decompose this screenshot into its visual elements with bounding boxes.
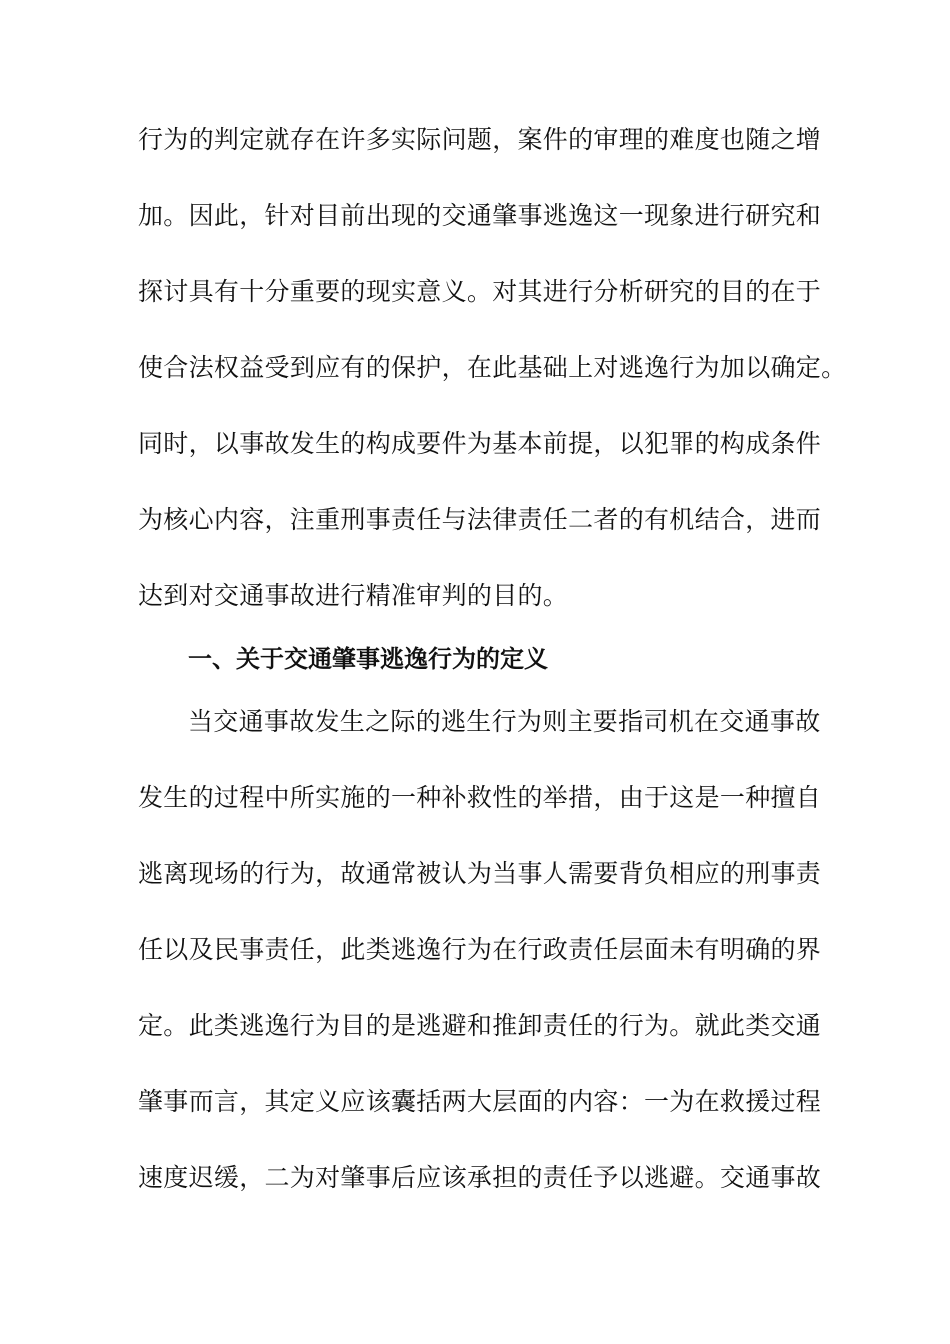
paragraph-1-line-2: 加。因此，针对目前出现的交通肇事逃逸这一现象进行研究和 <box>138 201 822 230</box>
paragraph-2-line-7: 速度迟缓，二为对肇事后应该承担的责任予以逃避。交通事故 <box>138 1163 822 1192</box>
paragraph-2-line-3: 逃离现场的行为，故通常被认为当事人需要背负相应的刑事责 <box>138 859 822 888</box>
paragraph-2-line-1: 当交通事故发生之际的逃生行为则主要指司机在交通事故 <box>188 707 821 736</box>
paragraph-1-line-5: 同时，以事故发生的构成要件为基本前提，以犯罪的构成条件 <box>138 429 822 458</box>
paragraph-1-line-6: 为核心内容，注重刑事责任与法律责任二者的有机结合，进而 <box>138 505 822 534</box>
paragraph-1-line-3: 探讨具有十分重要的现实意义。对其进行分析研究的目的在于 <box>138 277 822 306</box>
paragraph-1-line-7: 达到对交通事故进行精准审判的目的。 <box>138 581 569 610</box>
paragraph-2-line-4: 任以及民事责任，此类逃逸行为在行政责任层面未有明确的界 <box>138 935 822 964</box>
section-heading: 一、关于交通肇事逃逸行为的定义 <box>188 645 548 673</box>
paragraph-2-line-2: 发生的过程中所实施的一种补救性的举措，由于这是一种擅自 <box>138 783 822 812</box>
paragraph-2-line-6: 肇事而言，其定义应该囊括两大层面的内容：一为在救援过程 <box>138 1087 822 1116</box>
paragraph-1-line-1: 行为的判定就存在许多实际问题，案件的审理的难度也随之增 <box>138 125 822 154</box>
paragraph-2-line-5: 定。此类逃逸行为目的是逃避和推卸责任的行为。就此类交通 <box>138 1011 822 1040</box>
paragraph-1-line-4: 使合法权益受到应有的保护，在此基础上对逃逸行为加以确定。 <box>138 353 847 382</box>
